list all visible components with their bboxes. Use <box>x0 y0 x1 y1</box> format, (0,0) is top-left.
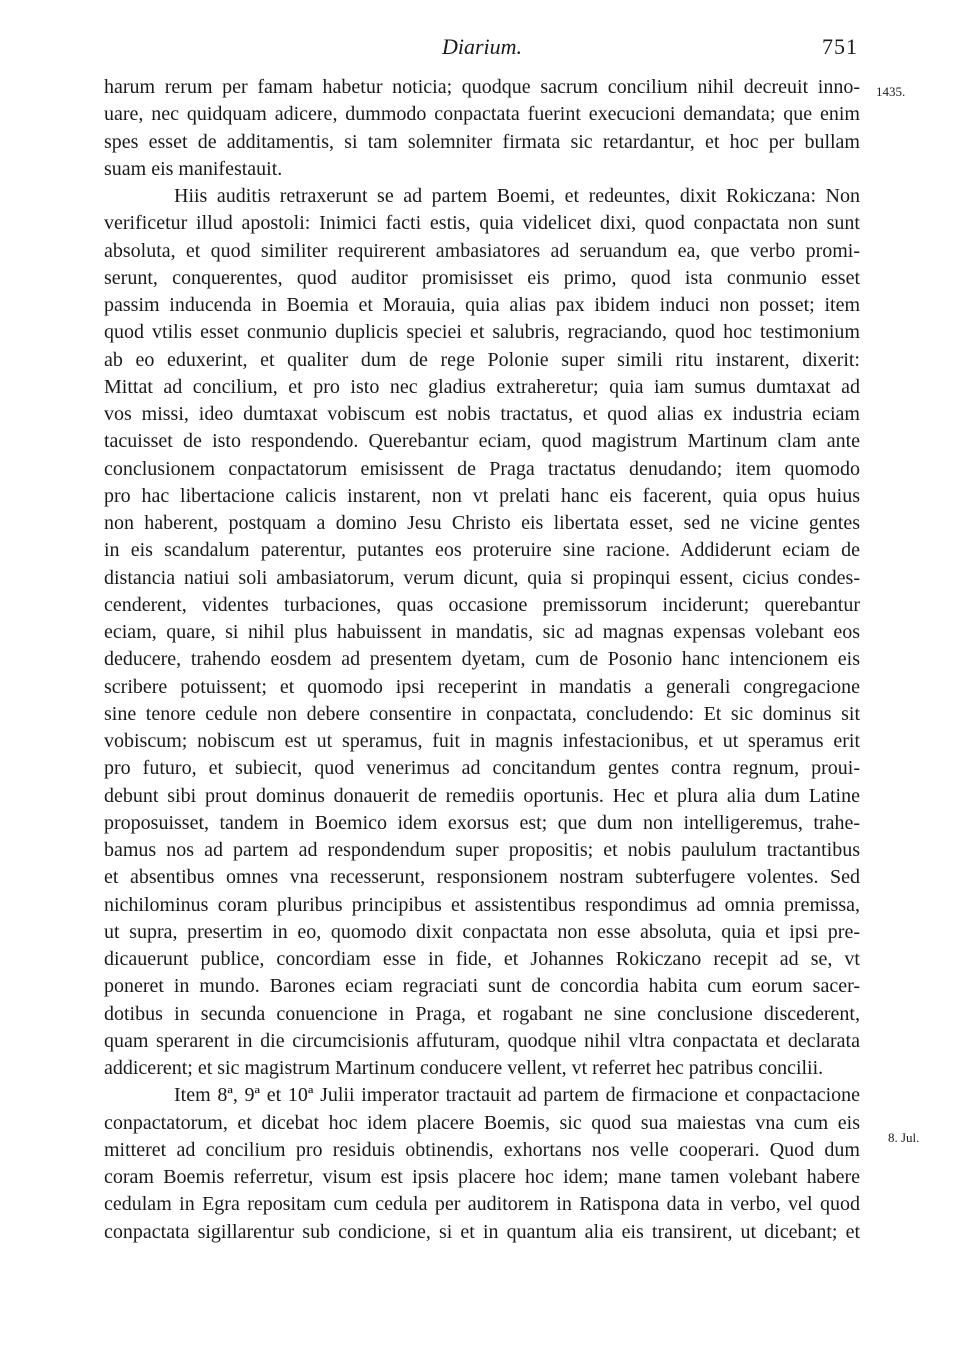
document-page <box>104 34 860 1246</box>
text-line: cedulam in Egra repositam cum cedula per auditorem in Ratispona data in verbo, vel quod <box>104 1193 860 1216</box>
text-line: et absentibus omnes vna recesserunt, responsionem nostram subterfugere volentes. Sed <box>104 866 860 889</box>
running-title: Diarium. <box>441 34 523 59</box>
text-line: Mittat ad concilium, et pro isto nec gladius extraheretur; quia iam sumus dumtaxat ad <box>104 375 860 398</box>
paragraph-start-line: Hiis auditis retraxerunt se ad partem Boemi, et redeuntes, dixit Rokiczana: Non <box>174 185 860 207</box>
text-line: verificetur illud apostoli: Inimici facti estis, quia videlicet dixi, quod conpactata non sunt <box>104 212 860 235</box>
paragraph-start-line: Item 8ª, 9ª et 10ª Julii imperator tractauit ad partem de firmacione et conpactacione <box>174 1084 860 1107</box>
text-line: tacuisset de isto respondendo. Querebantur eciam, quod magistrum Martinum clam ante <box>104 430 860 453</box>
text-line: eciam, quare, si nihil plus habuissent in mandatis, sic ad magnas expensas volebant eos <box>104 621 860 643</box>
text-line: serunt, conquerentes, quod auditor promisisset eis primo, quod ista conmunio esset <box>104 266 860 289</box>
text-line: quam sperarent in die circumcisionis affuturam, quodque nihil vltra conpactata et declarata <box>104 1029 860 1052</box>
text-line: coram Boemis referretur, visum est ipsis placere hoc idem; mane tamen volebant habere <box>104 1166 860 1188</box>
text-line: pro futuro, et subiecit, quod venerimus ad concitandum gentes contra regnum, proui- <box>104 757 860 780</box>
text-line: distancia natiui soli ambasiatorum, verum dicunt, quia si propinqui essent, cicius condes- <box>104 566 860 589</box>
text-line: pro hac libertacione calicis instarent, non vt prelati hanc eis facerent, quia opus huius <box>104 484 860 507</box>
margin-note-date: 8. Jul. <box>888 1130 920 1145</box>
text-line: ut supra, presertim in eo, quomodo dixit conpactata non esse absoluta, quia et ipsi pre- <box>104 920 860 943</box>
text-line: spes esset de additamentis, si tam solemniter firmata sic retardantur, et hoc per bullam <box>104 130 860 153</box>
text-line: nichilominus coram pluribus principibus et assistentibus respondimus ad omnia premissa, <box>104 893 860 916</box>
text-line: addicerent; et sic magistrum Martinum conducere vellent, vt referret hec patribus concilii. <box>104 1057 824 1079</box>
text-line: non haberent, postquam a domino Jesu Christo eis libertata esset, sed ne vicine gentes <box>104 512 860 534</box>
text-line: proposuisset, tandem in Boemico idem exorsus est; que dum non intelligeremus, trahe- <box>104 811 860 834</box>
running-header <box>104 34 860 74</box>
text-line: suam eis manifestauit. <box>104 157 283 180</box>
text-line: poneret in mundo. Barones eciam regraciati sunt de concordia habita cum eorum sacer- <box>104 975 860 998</box>
text-line: ab eo eduxerint, et qualiter dum de rege Polonie super simili ritu instarent, dixerit: <box>104 348 860 371</box>
body-text <box>104 74 860 1246</box>
text-line: dicauerunt publice, concordiam esse in fide, et Johannes Rokiczano recepit ad se, vt <box>104 948 860 970</box>
text-line: in eis scandalum paterentur, putantes eos proteruire sine racione. Addiderunt eciam de <box>104 539 860 562</box>
text-line: deducere, trahendo eosdem ad presentem dyetam, cum de Posonio hanc intencionem eis <box>104 648 860 671</box>
text-line: conclusionem conpactatorum emisissent de Praga tractatus denudando; item quomodo <box>104 457 860 480</box>
text-line: debunt sibi prout dominus donauerit de remediis oportunis. Hec et plura alia dum Latine <box>104 784 860 807</box>
text-line: vobiscum; nobiscum est ut speramus, fuit in magnis infestacionibus, et ut speramus erit <box>104 730 860 752</box>
text-line: quod vtilis esset conmunio duplicis speciei et salubris, regraciando, quod hoc testimonium <box>104 321 860 344</box>
text-line: sine tenore cedule non debere consentire in conpactata, concludendo: Et sic dominus sit <box>104 702 860 725</box>
text-line: bamus nos ad partem ad respondendum super propositis; et nobis paululum tractantibus <box>104 839 860 861</box>
text-line: harum rerum per famam habetur noticia; quodque sacrum concilium nihil decreuit inno- <box>104 76 860 98</box>
text-line: scribere potuissent; et quomodo ipsi receperint in mandatis a generali congregacione <box>104 675 860 698</box>
text-line: conpactatorum, et dicebat hoc idem placere Boemis, sic quod sua maiestas vna cum eis <box>104 1111 860 1134</box>
text-line: dotibus in secunda conuencione in Praga, et rogabant ne sine conclusione discederent, <box>104 1002 860 1025</box>
text-line: mitteret ad concilium pro residuis obtinendis, exhortans nos velle cooperari. Quod dum <box>104 1138 860 1161</box>
text-line: uare, nec quidquam adicere, dummodo conpactata fuerint execucioni demandata; que enim <box>104 103 860 126</box>
text-line: vos missi, ideo dumtaxat vobiscum est nobis tractatus, et quod alias ex industria eciam <box>104 403 860 425</box>
text-line: passim inducenda in Boemia et Morauia, quia alias pax ibidem induci non posset; item <box>104 294 860 316</box>
text-line: cenderent, videntes turbaciones, quas occasione premissorum inciderunt; querebantur <box>104 593 860 616</box>
text-line: conpactata sigillarentur sub condicione, si et in quantum alia eis transirent, ut dicebant; et <box>104 1220 860 1243</box>
text-line: absoluta, et quod similiter requirerent ambasiatores ad seruandum ea, que verbo promi- <box>104 239 860 262</box>
page-number: 751 <box>822 34 858 59</box>
margin-note-year: 1435. <box>876 84 906 99</box>
